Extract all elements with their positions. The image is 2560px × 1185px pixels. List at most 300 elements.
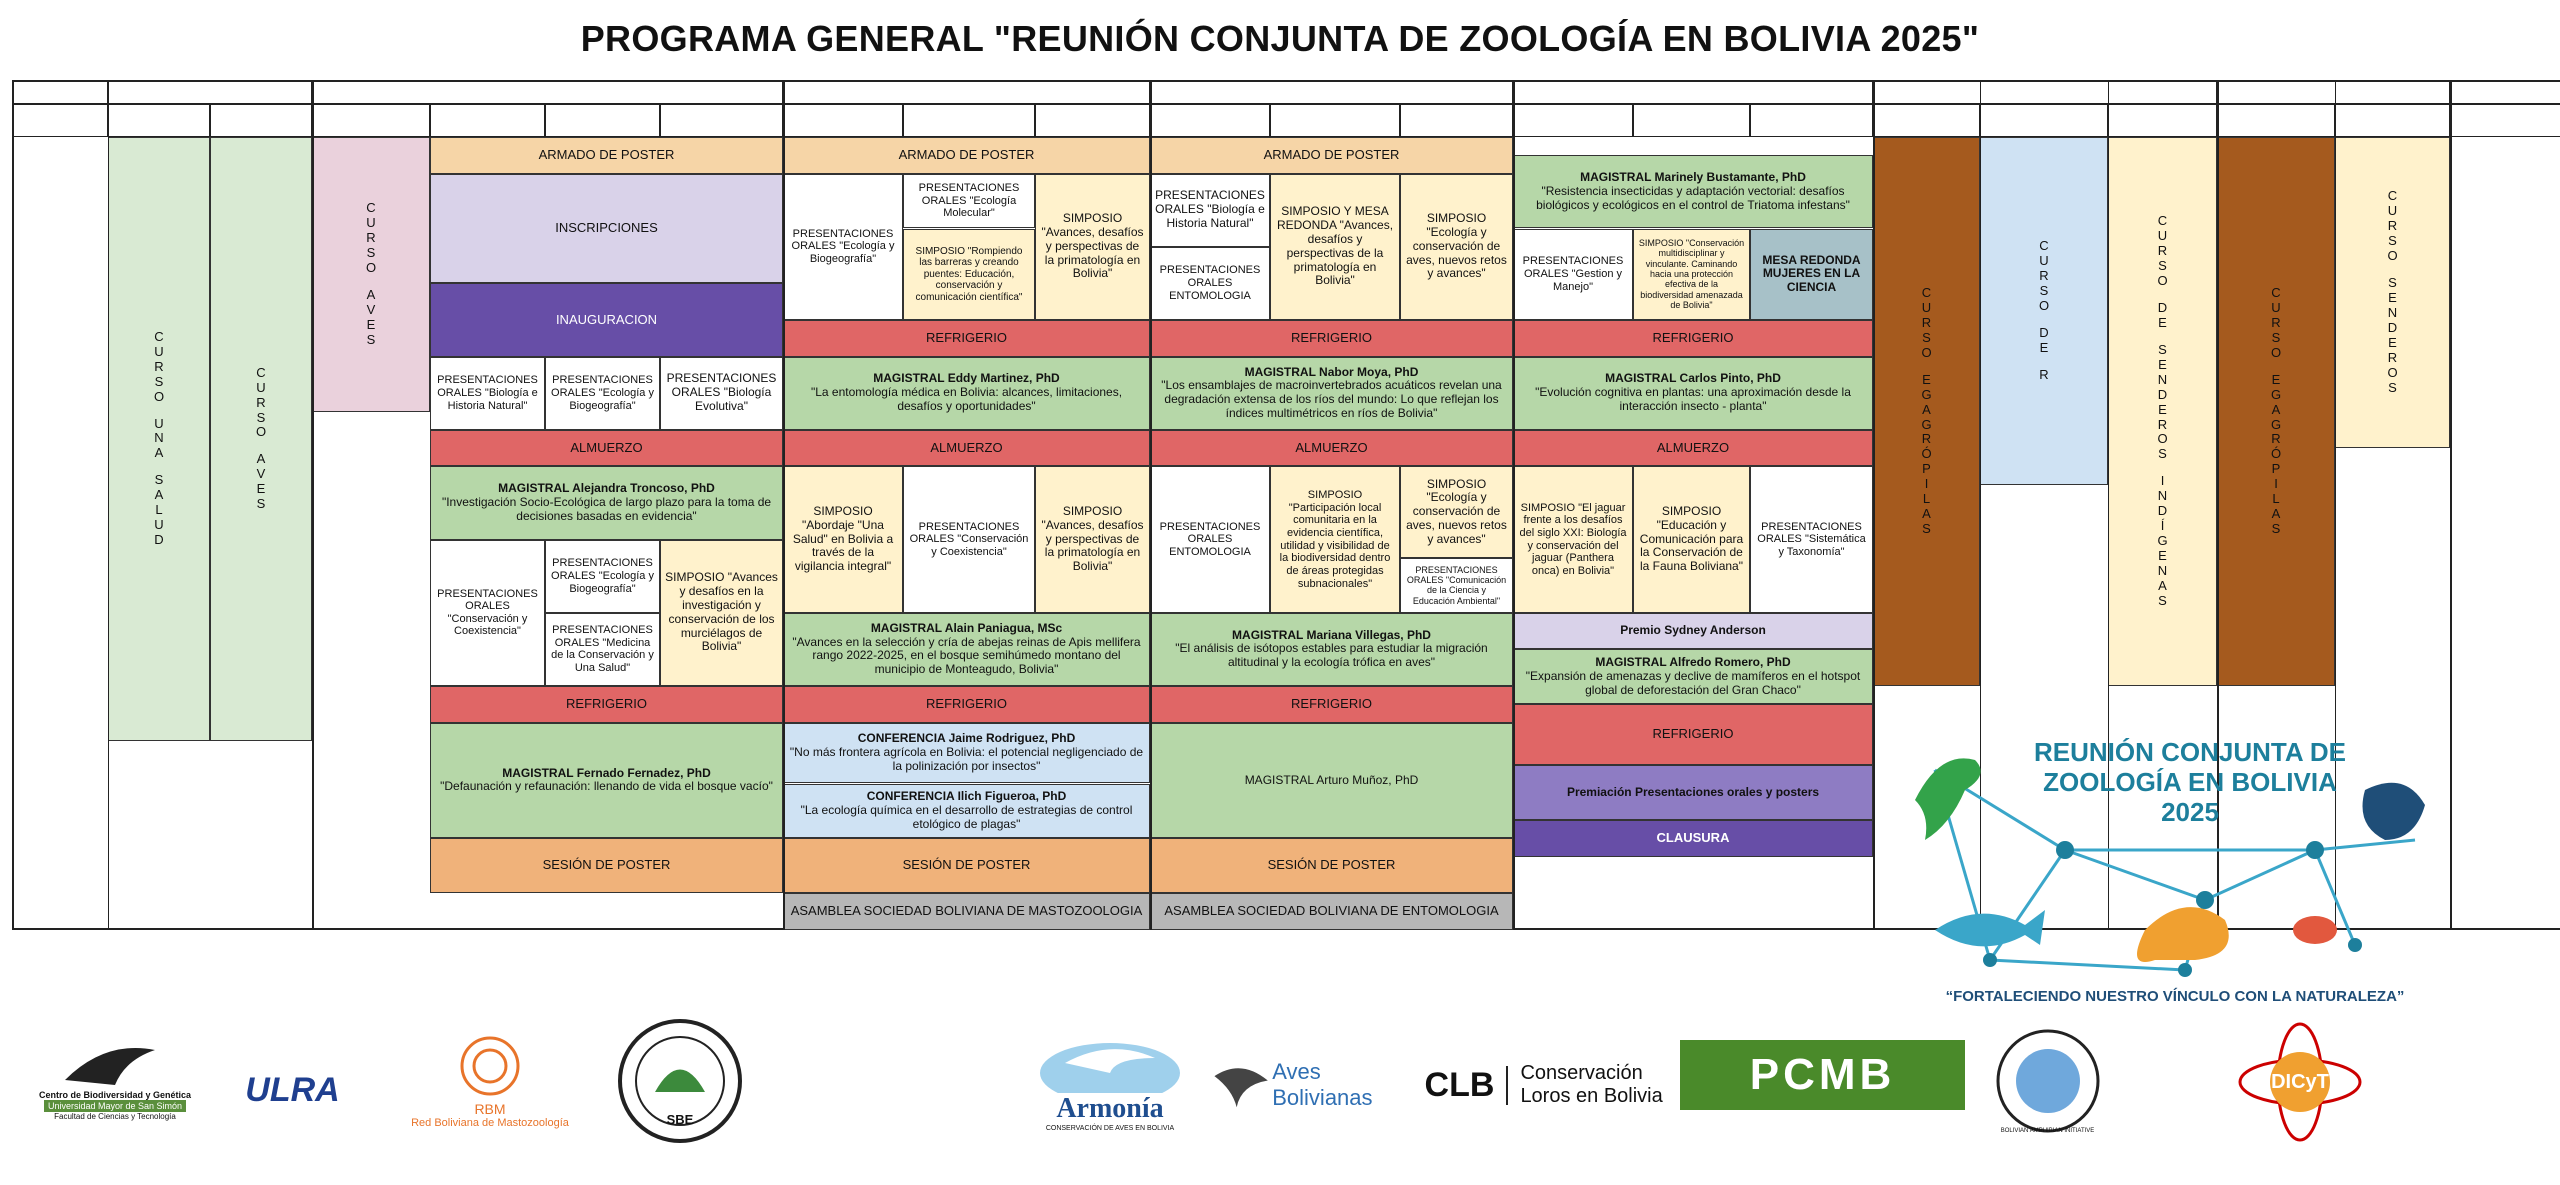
time-slot <box>12 338 108 356</box>
session-block <box>903 466 1035 612</box>
session-block <box>545 540 660 613</box>
bolivian-amphibian-initiative-logo: BOLIVIAN AMPHIBIAN INITIATIVE <box>1990 1023 2105 1138</box>
course-letter: E <box>2388 290 2397 306</box>
time-slot-right <box>2450 466 2560 484</box>
grid-vline <box>108 80 109 930</box>
session-block <box>783 466 903 612</box>
time-slot <box>12 466 108 484</box>
session-text: ASAMBLEA SOCIEDAD BOLIVIANA DE ENTOMOLOGIA <box>1164 903 1499 919</box>
course-letter: D <box>2157 299 2168 315</box>
grid-vline <box>1150 80 1152 930</box>
session-block <box>1750 466 1873 612</box>
time-slot <box>12 503 108 521</box>
session-block <box>783 723 1150 784</box>
session-text: PRESENTACIONES ORALES ENTOMOLOGIA <box>1159 264 1261 302</box>
session-text: "El análisis de isótopos estables para estudiar la migración altitudinal y la ecología trófica en aves" <box>1175 641 1488 670</box>
session-title: CONFERENCIA Ilich Figueroa, PhD <box>866 789 1067 804</box>
course-letter <box>369 276 373 288</box>
time-slot-right <box>2450 558 2560 576</box>
session-block <box>430 686 783 723</box>
course-letter: S <box>2158 592 2167 608</box>
course-letter: N <box>2157 562 2168 578</box>
session-text: ALMUERZO <box>570 439 643 455</box>
day-header <box>108 80 312 104</box>
course-letter: R <box>366 229 376 245</box>
course-letter: I <box>2160 473 2165 489</box>
course-letter: A <box>2158 577 2167 593</box>
course-letter: E <box>2158 356 2167 372</box>
course-letter: I <box>2274 476 2278 492</box>
session-block <box>545 357 660 430</box>
course-letter: D <box>2039 324 2049 340</box>
course-letter: V <box>256 466 266 482</box>
room-header <box>2217 104 2335 137</box>
course-letter: D <box>2387 319 2398 335</box>
course-letter: S <box>256 409 266 425</box>
grid-vline <box>1513 80 1515 930</box>
hummingbird-icon <box>1210 1055 1272 1115</box>
session-block <box>1270 174 1400 320</box>
session-text: PRESENTACIONES ORALES "Ecología y Biogeografía" <box>551 557 654 595</box>
session-text: REFRIGERIO <box>926 695 1007 711</box>
room-header <box>1873 104 1980 137</box>
course-letter: R <box>2157 243 2168 259</box>
course-letter: U <box>2157 228 2168 244</box>
grid-vline <box>783 80 785 930</box>
course-letter <box>1925 361 1929 373</box>
course-letter: O <box>2387 364 2398 380</box>
session-block <box>903 174 1035 229</box>
session-text: REFRIGERIO <box>1652 726 1734 742</box>
room-header <box>312 104 430 137</box>
session-block <box>1513 765 1873 820</box>
session-text: "Defaunación y refaunación: llenando de vida el bosque vacío" <box>440 779 773 794</box>
armonia-logo: Armonía CONSERVACIÓN DE AVES EN BOLIVIA <box>1020 1025 1200 1140</box>
course-letter: R <box>2039 366 2049 382</box>
course-letter: S <box>2158 341 2167 357</box>
session-block <box>430 838 783 893</box>
course-letter: S <box>2388 379 2397 395</box>
room-header <box>430 104 545 137</box>
course-letter: C <box>2387 188 2398 204</box>
time-slot-right <box>2450 893 2560 911</box>
course-letter: N <box>2387 305 2398 321</box>
horario-header-left-blank <box>12 104 108 137</box>
cbg-umss-logo: Centro de Biodiversidad y Genética Universidad Mayor de San Simón Facultad de Ciencias y Tecnología <box>35 1025 195 1135</box>
time-slot-right <box>2450 576 2560 594</box>
course-letter: E <box>2158 314 2167 330</box>
course-letter: Ó <box>1921 446 1932 462</box>
grid-vline <box>1873 80 1875 930</box>
time-slot <box>12 137 108 155</box>
course-block <box>2217 137 2335 686</box>
session-block <box>545 613 660 686</box>
time-slot-right <box>2450 448 2560 466</box>
rbm-logo: RBM Red Boliviana de Mastozoología <box>390 1020 590 1140</box>
course-block <box>2335 137 2450 448</box>
session-block <box>430 540 545 686</box>
course-letter: U <box>256 379 266 395</box>
time-slot-right <box>2450 302 2560 320</box>
session-block <box>1035 466 1150 612</box>
time-slot-right <box>2450 192 2560 210</box>
session-text: PRESENTACIONES ORALES "Biología e Historia Natural" <box>1155 188 1265 231</box>
course-letter <box>2274 361 2278 373</box>
session-block <box>660 357 783 430</box>
session-block <box>783 430 1150 467</box>
time-slot-right <box>2450 265 2560 283</box>
time-slot <box>12 613 108 631</box>
time-slot-right <box>2450 430 2560 448</box>
session-block <box>1150 893 1513 930</box>
course-letter: C <box>2157 213 2168 229</box>
time-slot <box>12 283 108 301</box>
session-text: REFRIGERIO <box>566 695 647 711</box>
ulra-logo: ULRA <box>245 1070 340 1109</box>
session-block <box>783 838 1150 893</box>
session-block <box>783 357 1150 430</box>
room-header <box>1035 104 1150 137</box>
amphibian-seal-icon <box>1993 1026 2103 1136</box>
time-slot <box>12 265 108 283</box>
course-letter: O <box>2387 248 2398 264</box>
sbe-logo: SBE <box>605 1017 755 1145</box>
course-letter: Í <box>2160 518 2165 534</box>
time-slot-right <box>2450 723 2560 741</box>
session-block <box>783 174 903 320</box>
session-text: MESA REDONDA MUJERES EN LA CIENCIA <box>1762 252 1861 295</box>
course-letter: R <box>2387 349 2398 365</box>
session-block <box>1150 430 1513 467</box>
session-block <box>783 613 1150 686</box>
session-text: SIMPOSIO "Abordaje "Una Salud" en Bolivia a través de la vigilancia integral" <box>792 504 894 574</box>
course-letter: E <box>2039 339 2049 355</box>
course-letter: S <box>2388 233 2397 249</box>
time-slot <box>12 412 108 430</box>
session-title: CONFERENCIA Jaime Rodriguez, PhD <box>857 731 1076 746</box>
time-slot <box>12 302 108 320</box>
session-title: MAGISTRAL Mariana Villegas, PhD <box>1232 627 1431 642</box>
course-block <box>1980 137 2108 485</box>
session-text: "La entomología médica en Bolivia: alcances, limitaciones, desafíos y oportunidades" <box>810 385 1123 414</box>
course-letter: G <box>1921 416 1932 432</box>
course-letter: S <box>256 496 266 512</box>
session-block <box>430 137 783 174</box>
course-letter: P <box>2271 461 2281 477</box>
session-block <box>1270 466 1400 612</box>
session-block <box>1513 466 1633 612</box>
time-slot <box>12 686 108 704</box>
day-header <box>2217 80 2450 104</box>
session-block <box>1633 466 1750 612</box>
course-letter: N <box>2157 488 2168 504</box>
session-text: "Los ensamblajes de macroinvertebrados acuáticos revelan una degradación extensa de los ríos del mundo: Lo que reflejan los índices multimétricos en ríos de Bolivia" <box>1161 378 1502 420</box>
time-slot <box>12 857 108 875</box>
room-header <box>1400 104 1513 137</box>
time-slot <box>12 357 108 375</box>
course-letter: O <box>2270 344 2282 360</box>
course-letter: U <box>2039 253 2049 269</box>
time-slot <box>12 576 108 594</box>
course-letter: A <box>366 286 376 302</box>
time-slot-right <box>2450 686 2560 704</box>
horario-header-left <box>12 80 108 104</box>
session-block <box>1750 229 1873 321</box>
session-title: MAGISTRAL Nabor Moya, PhD <box>1244 364 1419 379</box>
course-letter: U <box>154 343 164 359</box>
time-slot-right <box>2450 375 2560 393</box>
session-text: PRESENTACIONES ORALES "Biología Evolutiva" <box>666 371 777 414</box>
session-text: ALMUERZO <box>930 439 1003 455</box>
course-letter: O <box>2038 297 2050 313</box>
course-letter: O <box>2157 273 2168 288</box>
session-block <box>783 686 1150 723</box>
time-slot <box>12 393 108 411</box>
session-text: REFRIGERIO <box>1652 329 1734 345</box>
session-block <box>783 893 1150 930</box>
time-slot <box>12 155 108 173</box>
session-text: PRESENTACIONES ORALES "Ecología Molecular" <box>918 182 1020 220</box>
session-text: SIMPOSIO "Rompiendo las barreras y creando puentes: Educación, conservación y comunicación científica" <box>915 245 1023 303</box>
session-text: ALMUERZO <box>1295 439 1368 455</box>
course-letter: A <box>2271 506 2281 522</box>
course-letter: U <box>2387 203 2398 219</box>
course-letter: S <box>2271 329 2281 345</box>
course-letter: G <box>2270 386 2282 402</box>
session-text: "Resistencia insecticidas y adaptación vectorial: desafíos biológicos y ecológicos en el control de Triatoma infestans" <box>1536 183 1850 212</box>
course-letter: S <box>2039 282 2049 298</box>
session-text: CLAUSURA <box>1656 829 1730 845</box>
session-text: SIMPOSIO "El jaguar frente a los desafíos del siglo XXI: Biología y conservación del jaguar (Panthera onca) en Bolivia" <box>1519 501 1627 577</box>
room-header <box>210 104 312 137</box>
course-letter: Ó <box>2270 446 2282 462</box>
time-slot-right <box>2450 155 2560 173</box>
session-text: REFRIGERIO <box>1291 329 1372 345</box>
session-block <box>1513 613 1873 650</box>
session-text: "La ecología química en el desarrollo de estrategias de control etológico de plagas" <box>800 803 1133 831</box>
course-letter: L <box>155 502 163 518</box>
aves-bolivianas-logo: Aves Bolivianas <box>1210 1035 1410 1135</box>
session-block <box>1400 466 1513 558</box>
course-letter: N <box>154 430 164 446</box>
session-block <box>783 784 1150 839</box>
course-letter: C <box>154 328 164 344</box>
session-text: "Expansión de amenazas y declive de mamíferos en el hotspot global de deforestación del Gran Chaco" <box>1525 668 1861 697</box>
time-slot-right <box>2450 649 2560 667</box>
event-banner <box>1895 730 2455 1012</box>
session-text: Premio Sydney Anderson <box>1620 623 1766 638</box>
time-slot-right <box>2450 668 2560 686</box>
day-header <box>1513 80 1873 104</box>
room-header <box>108 104 210 137</box>
session-text: "No más frontera agrícola en Bolivia: el potencial negligenciado de la polinización por insectos" <box>789 745 1144 773</box>
time-slot <box>12 210 108 228</box>
course-letter: S <box>154 373 164 389</box>
course-letter: O <box>365 259 377 275</box>
grid-vline <box>312 80 314 930</box>
room-header <box>2108 104 2217 137</box>
time-slot-right <box>2450 802 2560 820</box>
session-text: SIMPOSIO "Ecología y conservación de aves, nuevos retos y avances" <box>1406 476 1507 546</box>
session-text: REFRIGERIO <box>1291 695 1372 711</box>
session-block <box>1150 838 1513 893</box>
page-title: PROGRAMA GENERAL "REUNIÓN CONJUNTA DE ZOOLOGÍA EN BOLIVIA 2025" <box>580 18 1980 59</box>
session-text: SIMPOSIO "Participación local comunitaria en la evidencia científica, utilidad y visibilidad de la biodiversidad dentro de áreas protegidas subnacionales" <box>1279 489 1391 590</box>
room-header <box>1150 104 1270 137</box>
course-letter: R <box>2157 416 2168 432</box>
session-title: MAGISTRAL Carlos Pinto, PhD <box>1605 371 1781 386</box>
time-slot-right <box>2450 875 2560 893</box>
session-block <box>783 320 1150 357</box>
day-header <box>1150 80 1513 104</box>
session-text: INAUGURACION <box>555 311 658 327</box>
time-slot <box>12 174 108 192</box>
time-slot-right <box>2450 741 2560 765</box>
time-slot <box>12 820 108 838</box>
session-block <box>1400 174 1513 320</box>
course-letter: C <box>2039 238 2049 254</box>
session-text: PRESENTACIONES ORALES "Gestion y Manejo" <box>1522 255 1624 293</box>
bird-icon <box>55 1040 175 1090</box>
course-letter: R <box>2271 314 2281 330</box>
time-slot <box>12 558 108 576</box>
course-letter: R <box>154 358 164 374</box>
session-block <box>1513 229 1633 321</box>
session-block <box>1513 430 1873 467</box>
course-letter: G <box>2157 533 2168 549</box>
time-slot <box>12 540 108 558</box>
session-text: INSCRIPCIONES <box>555 220 658 236</box>
session-block <box>1513 649 1873 704</box>
day-header <box>783 80 1150 104</box>
session-text: SIMPOSIO "Avances, desafíos y perspectivas de la primatología en Bolivia" <box>1041 504 1144 574</box>
course-letter: S <box>2158 446 2167 462</box>
course-letter: S <box>2271 521 2281 537</box>
time-slot-right <box>2450 229 2560 247</box>
course-letter: E <box>256 481 266 497</box>
time-slot-right <box>2450 174 2560 192</box>
day-header <box>1873 80 2217 104</box>
course-block <box>312 137 430 412</box>
course-letter: U <box>366 214 376 230</box>
course-letter: R <box>2271 431 2281 447</box>
session-text: ARMADO DE POSTER <box>538 146 675 162</box>
time-slot-right <box>2450 613 2560 631</box>
course-letter: S <box>154 472 164 488</box>
session-block <box>1513 320 1873 357</box>
course-letter: N <box>2157 371 2168 387</box>
room-header <box>1980 104 2108 137</box>
session-text: PRESENTACIONES ORALES "Conservación y Coexistencia" <box>909 520 1029 558</box>
session-text: ALMUERZO <box>1656 439 1730 455</box>
course-letter: A <box>256 451 266 467</box>
time-slot <box>12 448 108 466</box>
room-header <box>903 104 1035 137</box>
time-slot-right <box>2450 521 2560 539</box>
session-block <box>1513 155 1873 228</box>
course-letter: S <box>1922 521 1931 537</box>
clb-logo: CLB Conservación Loros en Bolivia <box>1424 1062 1663 1107</box>
time-slot <box>12 521 108 539</box>
session-block <box>1150 723 1513 839</box>
course-letter: O <box>255 424 267 440</box>
time-slot-right <box>2450 631 2560 649</box>
course-letter: C <box>2271 285 2281 300</box>
time-slot-right <box>2450 503 2560 521</box>
time-slot-right <box>2450 540 2560 558</box>
session-text: SESIÓN DE POSTER <box>902 857 1031 873</box>
time-slot-right <box>2450 820 2560 838</box>
course-letter: O <box>1921 344 1932 360</box>
session-block <box>430 283 783 356</box>
course-letter: O <box>2157 431 2168 447</box>
session-text: MAGISTRAL Arturo Muñoz, PhD <box>1244 772 1419 787</box>
time-slot-right <box>2450 338 2560 356</box>
session-block <box>1150 466 1270 612</box>
time-slot <box>12 802 108 820</box>
session-text: "Evolución cognitiva en plantas: una aproximación desde la interacción insecto - planta" <box>1535 385 1851 414</box>
course-letter: G <box>2270 416 2282 432</box>
course-letter: U <box>1921 299 1932 315</box>
course-letter: A <box>154 445 164 461</box>
course-block <box>210 137 312 741</box>
course-letter: O <box>153 388 165 404</box>
course-letter: P <box>1922 461 1931 477</box>
time-slot <box>12 247 108 265</box>
course-letter <box>2042 356 2046 368</box>
time-slot <box>12 320 108 338</box>
course-letter: G <box>1921 386 1932 402</box>
session-block <box>1150 613 1513 686</box>
course-letter: A <box>154 487 164 503</box>
time-slot <box>12 893 108 911</box>
course-letter <box>2042 314 2046 326</box>
time-slot-right <box>2450 320 2560 338</box>
mammal-icon <box>450 1031 530 1101</box>
course-letter: L <box>2272 491 2280 507</box>
session-title: MAGISTRAL Eddy Martinez, PhD <box>873 371 1060 386</box>
time-slot-right <box>2450 393 2560 411</box>
time-slot <box>12 485 108 503</box>
session-block <box>430 174 783 284</box>
session-text: PRESENTACIONES ORALES "Sistemática y Taxonomía" <box>1757 520 1866 558</box>
time-slot-right <box>2450 283 2560 301</box>
course-letter: C <box>366 200 376 216</box>
room-header <box>1513 104 1633 137</box>
course-letter: R <box>256 394 266 410</box>
time-slot <box>12 784 108 802</box>
session-block <box>1150 357 1513 430</box>
course-letter: E <box>2158 548 2167 563</box>
sponsor-logos <box>0 1005 2560 1185</box>
session-block <box>1513 820 1873 857</box>
session-text: PRESENTACIONES ORALES "Biología e Historia Natural" <box>437 374 538 412</box>
time-slot-right <box>2450 838 2560 856</box>
time-slot <box>12 704 108 722</box>
time-slot <box>12 649 108 667</box>
session-text: REFRIGERIO <box>926 329 1007 345</box>
session-text: PRESENTACIONES ORALES "Ecología y Biogeografía" <box>551 374 654 412</box>
session-text: SESIÓN DE POSTER <box>542 857 671 873</box>
course-letter: A <box>1922 401 1931 417</box>
time-slot <box>12 430 108 448</box>
session-block <box>1400 558 1513 613</box>
session-block <box>430 357 545 430</box>
session-block <box>1150 247 1270 320</box>
time-slot <box>12 741 108 765</box>
session-text: PRESENTACIONES ORALES "Comunicación de la Ciencia y Educación Ambiental" <box>1406 564 1507 606</box>
course-letter: U <box>154 517 164 533</box>
